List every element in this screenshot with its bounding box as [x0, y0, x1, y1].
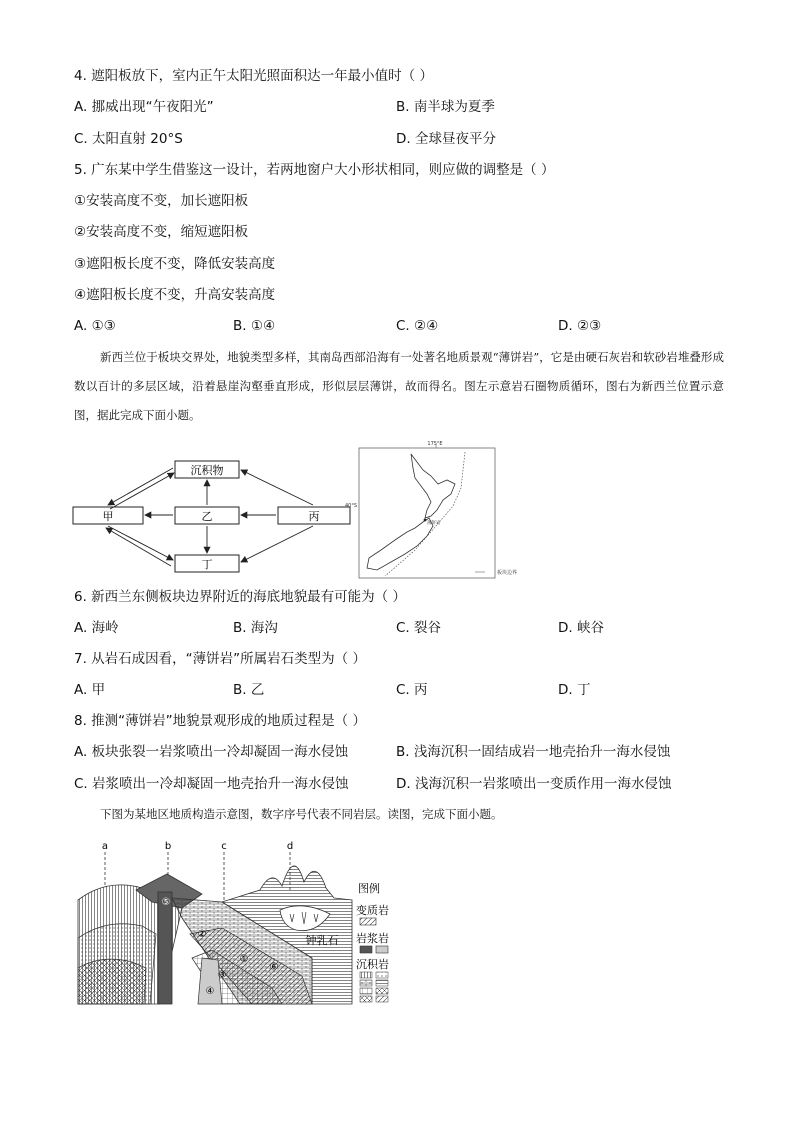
label-d: d: [286, 841, 294, 852]
q8-option-c[interactable]: C. 岩浆喷出一冷却凝固一地壳抬升一海水侵蚀: [74, 776, 349, 792]
label-a: a: [101, 841, 109, 852]
q5-option-b[interactable]: B. ①④: [233, 318, 276, 334]
magma-conduit: [158, 892, 172, 1004]
q4-option-c[interactable]: C. 太阳直射 20°S: [74, 131, 183, 147]
q5-statement-1: ①安装高度不变，加长遮阳板: [74, 193, 249, 209]
label-ding: 丁: [201, 558, 213, 571]
geologic-structure-diagram: [72, 838, 402, 1008]
q8-option-d[interactable]: D. 浅海沉积一岩浆喷出一变质作用一海水侵蚀: [396, 776, 672, 792]
left-fold-inner: [78, 959, 146, 1004]
q4-option-b[interactable]: B. 南半球为夏季: [396, 99, 495, 115]
q6-option-b[interactable]: B. 海沟: [233, 620, 278, 636]
label-jia: 甲: [102, 510, 114, 523]
q6-option-a[interactable]: A. 海岭: [74, 620, 119, 636]
layer-4: ④: [205, 986, 215, 997]
q5-statement-2: ②安装高度不变，缩短遮阳板: [74, 224, 249, 240]
label-bing: 丙: [308, 510, 320, 523]
latitude-label: 40°S: [345, 503, 358, 509]
new-zealand-map: [345, 440, 530, 583]
legend-igneous-swatch-1: [360, 946, 372, 953]
intrusion-body: [198, 958, 222, 1004]
legend-title: 图例: [358, 882, 380, 895]
q6-option-c[interactable]: C. 裂谷: [396, 620, 442, 636]
rock-cycle-diagram: [70, 452, 352, 576]
layer-5: ⑤: [161, 897, 171, 908]
layer-6: ⑥: [269, 962, 279, 973]
longitude-label: 175°E: [427, 441, 443, 447]
q5-option-d[interactable]: D. ②③: [558, 318, 602, 334]
layer-1: ①: [239, 954, 249, 965]
q7-option-c[interactable]: C. 丙: [396, 682, 428, 698]
stalactite-label: 钟乳石: [305, 934, 339, 947]
pancake-rocks-marker: [424, 519, 427, 522]
q7-option-b[interactable]: B. 乙: [233, 682, 265, 698]
q8-stem: 8. 推测“薄饼岩”地貌景观形成的地质过程是（ ）: [74, 713, 366, 729]
label-b: b: [164, 841, 172, 852]
label-yi: 乙: [201, 510, 213, 523]
legend-igneous-swatch-2: [376, 946, 388, 953]
passage-geologic-structure: 下图为某地区地质构造示意图，数字序号代表不同岩层。读图，完成下面小题。: [100, 807, 503, 821]
q6-option-d[interactable]: D. 峡谷: [558, 620, 604, 636]
q5-stem: 5. 广东某中学生借鉴这一设计，若两地窗户大小形状相同，则应做的调整是（ ）: [74, 162, 555, 178]
q8-option-a[interactable]: A. 板块张裂一岩浆喷出一冷却凝固一海水侵蚀: [74, 744, 349, 760]
q7-stem: 7. 从岩石成因看，“薄饼岩”所属岩石类型为（ ）: [74, 651, 366, 667]
label-sediment: 沉积物: [190, 464, 224, 477]
q4-option-a[interactable]: A. 挪威出现“午夜阳光”: [74, 99, 214, 115]
passage-new-zealand: 新西兰位于板块交界处，地貌类型多样，其南岛西部沿海有一处著名地质景观“薄饼岩”，它是由硬石灰岩和软砂岩堆叠形成数以百计的多层区域，沿着悬崖沟壑垂直形成，形似层层薄饼，故而得名。图左示意岩石圈物质循环，图右为新西兰位置示意图，据此完成下面小题。: [74, 350, 724, 422]
q7-option-d[interactable]: D. 丁: [558, 682, 591, 698]
q5-statement-4: ④遮阳板长度不变，升高安装高度: [74, 287, 276, 303]
legend-metamorphic: 变质岩: [356, 904, 389, 917]
legend-metamorphic-swatch: [360, 918, 376, 925]
q5-option-a[interactable]: A. ①③: [74, 318, 116, 334]
q5-option-c[interactable]: C. ②④: [396, 318, 439, 334]
layer-2: ②: [197, 929, 207, 940]
label-c: c: [221, 841, 227, 852]
q8-option-b[interactable]: B. 浅海沉积一固结成岩一地壳抬升一海水侵蚀: [396, 744, 671, 760]
q6-stem: 6. 新西兰东侧板块边界附近的海底地貌最有可能为（ ）: [74, 589, 406, 605]
legend-sedimentary: 沉积岩: [356, 958, 389, 971]
layer-3: ③: [217, 970, 227, 981]
legend-plate-boundary: 板块边界: [497, 570, 518, 576]
q7-option-a[interactable]: A. 甲: [74, 682, 106, 698]
q4-stem: 4. 遮阳板放下，室内正午太阳光照面积达一年最小值时（ ）: [74, 68, 433, 84]
q4-option-d[interactable]: D. 全球昼夜平分: [396, 131, 496, 147]
pancake-rocks-label: 薄饼岩: [427, 521, 441, 526]
q5-statement-3: ③遮阳板长度不变，降低安装高度: [74, 256, 276, 272]
legend-igneous: 岩浆岩: [356, 932, 389, 945]
